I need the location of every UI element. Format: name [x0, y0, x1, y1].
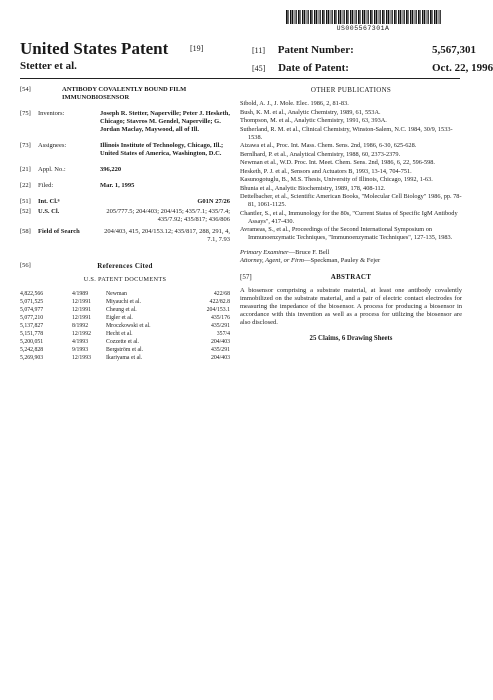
inventors-text: Joseph R. Stetter, Naperville; Peter J. Hesketh, Chicago; Stavros M. Gendel, Naperville; G. Jordan Maclay, Maywood, all of Ill. — [100, 110, 230, 133]
reference-date: 4/1993 — [72, 339, 89, 345]
reference-row — [20, 306, 230, 314]
examiner-block: Primary Examiner—Bruce F. Bell Attorney, Agent, or Firm—Speckman, Pauley & Fejer — [240, 249, 381, 264]
patent-number-label: Patent Number: — [277, 44, 354, 56]
inventor-line: Stetter et al. — [20, 60, 77, 72]
reference-author: Cozzette et al. — [106, 339, 139, 345]
reference-row — [20, 338, 230, 346]
reference-author: Cheung et al. — [106, 307, 137, 313]
left-column — [20, 86, 230, 362]
field-inventors: [75] Inventors: Joseph R. Stetter, Naperville; Peter J. Hesketh, Chicago; Stavros M. Gendel, Naperville; G. Jordan Maclay, Maywood, all of Ill. — [20, 110, 230, 133]
reference-row — [20, 330, 230, 338]
references-heading: References Cited — [97, 262, 153, 270]
header-rule — [20, 78, 460, 79]
publication-item: Chantler, S., et al., Immunology for the 80s, "Current Status of Specific IgM Antibody Assays", 417-430. — [240, 209, 458, 225]
invention-title: ANTIBODY COVALENTLY BOUND FILM IMMUNOBIOSENSOR — [62, 86, 187, 101]
abstract-section: [57] ABSTRACT A biosensor comprising a substrate material, at least one antibody covalently immobilized on the substrate material, and a pair of electric contact electrodes for measuring the impedance of the biosensor. A process for producing a biosensor in accordance with this invention as well as a process for utilizing the biosensor are also disclosed. 25 Claims, 6 Drawing Sheets — [240, 273, 462, 342]
reference-number: 5,071,525 — [20, 299, 44, 305]
primary-examiner: Bruce F. Bell — [295, 249, 330, 256]
reference-date: 12/1993 — [72, 355, 92, 361]
patent-number-code: [11] — [252, 46, 266, 55]
field-search: [58] Field of Search 204/403, 415, 204/153.12; 435/817, 288, 291, 4, 7.1, 7.93 — [20, 228, 230, 243]
patent-date: Oct. 22, 1996 — [432, 62, 493, 74]
publication-item: Avrameas, S., et al., Proceedings of the Second International Symposium on Immunoenzymatic Techniques, "Immunoenzymatic Techniques", 127-135, 1983. — [240, 226, 453, 241]
reference-row — [20, 314, 230, 322]
reference-class: 204/403 — [210, 339, 230, 345]
reference-class: 435/291 — [210, 323, 230, 329]
reference-row — [20, 346, 230, 354]
reference-class: 435/176 — [210, 315, 230, 321]
barcode-number: US005567301A — [336, 25, 390, 32]
publication-item: Sibold, A. J., J. Mole. Elec. 1986, 2, 81-83. — [240, 100, 349, 107]
publication-item: Thompson, M. et al., Analytic Chemistry, 1991, 63, 393A. — [240, 117, 387, 124]
reference-date: 12/1991 — [72, 299, 92, 305]
reference-number: 5,137,827 — [20, 323, 44, 329]
reference-author: Ikariyama et al. — [106, 355, 143, 361]
reference-number: 5,151,778 — [20, 331, 44, 337]
reference-date: 8/1992 — [72, 323, 89, 329]
references-section: [56] References Cited U.S. PATENT DOCUMENTS 4,822,566 4/1989 Newman 422/68 5,071,525 12/1991 Miyauchi et al. 422/82.8 5,074,977 12/1991 Cheung et al. 204/153.1 5,077,210 12/1991 Eigler et al. 435/176 5,137,827 8/1992 Mroczkowski et al. 435/291 5,151,778 12/1992 Hecht et al. 357/4 5,200,051 4/1993 Cozzette et al. 204/403 5,242,828 9/1993 Bergström et al. 435/291 5,269,903 12/1993 Ikariyama et al. 204/403 — [20, 262, 230, 361]
reference-row — [20, 354, 230, 362]
document-title: United States Patent — [20, 39, 169, 58]
reference-number: 5,074,977 — [20, 307, 44, 313]
field-appl-no: [21] Appl. No.: 396,220 — [20, 166, 122, 173]
abstract-heading: ABSTRACT — [330, 273, 372, 281]
reference-date: 12/1991 — [72, 307, 92, 313]
abstract-text: A biosensor comprising a substrate material, at least one antibody covalently immobilized on the substrate material, and a pair of electric contact electrodes for measuring the impedance of the biosensor. A process for producing a biosensor in accordance with this invention as well as a process for utilizing the biosensor are also disclosed. — [240, 287, 462, 326]
reference-class: 422/68 — [213, 291, 230, 297]
reference-class: 422/82.8 — [209, 299, 230, 305]
reference-class: 204/403 — [210, 355, 230, 361]
reference-date: 4/1989 — [72, 291, 89, 297]
us-patent-documents-heading: U.S. PATENT DOCUMENTS — [83, 276, 167, 283]
patent-number-row — [252, 44, 476, 56]
publication-item: Bush, K. M. et al., Analytic Chemistry, 1989, 61, 553A. — [240, 108, 381, 116]
field-us-cl: [52] U.S. Cl. 205/777.5; 204/403; 204/415; 435/7.1; 435/7.4; 435/7.92; 435/817; 436/806 — [20, 208, 230, 223]
assignees-text: Illinois Institute of Technology, Chicago, Ill.; United States of America, Washington, D.C. — [100, 142, 224, 157]
reference-author: Eigler et al. — [106, 315, 133, 321]
reference-row — [20, 290, 230, 298]
date-label: Date of Patent: — [278, 62, 349, 74]
reference-number: 5,077,210 — [20, 315, 44, 321]
publication-item: Bernlhard, P. et al., Analytical Chemistry, 1988, 60, 2373-2379. — [240, 150, 401, 158]
barcode — [286, 10, 440, 24]
right-column — [240, 86, 462, 343]
reference-author: Miyauchi et al. — [106, 299, 141, 305]
publication-item: Dettelbacher, et al., Scientific American Books, "Molecular Cell Biology" 1986, pp. 78-81, 1061-1125. — [240, 193, 462, 208]
reference-number: 5,269,903 — [20, 355, 44, 361]
field-int-cl: [51] Int. Cl.⁶ G01N 27/26 — [20, 198, 230, 205]
publication-item: Hesketh, P. J. et al., Sensors and Actuators B, 1993, 13-14, 704-751. — [240, 167, 412, 175]
publication-item: Kasunogotuglu, B., M.S. Thesis, University of Illinois, Chicago, 1992, 1-63. — [240, 176, 433, 183]
reference-number: 5,200,051 — [20, 339, 44, 345]
reference-author: Mroczkowski et al. — [106, 323, 151, 329]
reference-row — [20, 322, 230, 330]
publication-list — [240, 100, 462, 242]
reference-class: 435/291 — [210, 347, 230, 353]
reference-date: 9/1993 — [72, 347, 89, 353]
date-code: [45] — [252, 64, 266, 73]
reference-author: Bergström et al. — [106, 347, 144, 353]
reference-date: 12/1991 — [72, 315, 92, 321]
reference-author: Hecht et al. — [106, 331, 133, 337]
patent-number: 5,567,301 — [432, 44, 476, 56]
attorney: Speckman, Pauley & Fejer — [310, 257, 381, 264]
field-filed: [22] Filed: Mar. 1, 1995 — [20, 182, 135, 189]
reference-number: 5,242,828 — [20, 347, 44, 353]
claims-summary: 25 Claims, 6 Drawing Sheets — [309, 335, 393, 342]
reference-class: 357/4 — [216, 331, 230, 337]
patent-date-row — [252, 62, 493, 74]
publication-item: Aizawa et al., Proc. Int. Mass. Chem. Sens. 2nd, 1986, 6-30, 625-628. — [240, 142, 417, 149]
title-code: [19] — [190, 44, 204, 53]
reference-class: 204/153.1 — [206, 307, 230, 313]
reference-date: 12/1992 — [72, 331, 92, 337]
reference-number: 4,822,566 — [20, 291, 44, 297]
reference-row — [20, 298, 230, 306]
publication-item: Newman et al., W.D. Proc. Int. Meet. Chem. Sens. 2nd, 1986, 6, 22, 596-598. — [240, 159, 436, 166]
other-publications-heading: OTHER PUBLICATIONS — [310, 86, 392, 94]
reference-list — [20, 290, 230, 362]
publication-item: Sutherland, R. M. et al., Clinical Chemistry, Winston-Salem, N.C. 1984, 30/9, 1533-1538. — [240, 125, 453, 141]
field-title: [54] ANTIBODY COVALENTLY BOUND FILM IMMUNOBIOSENSOR — [20, 86, 230, 102]
reference-author: Newman — [106, 291, 127, 297]
publication-item: Bhunia et al., Analytic Biochemistry, 1989, 178, 408-112. — [240, 184, 386, 192]
field-assignees: [73] Assignees: Illinois Institute of Technology, Chicago, Ill.; United States of America, Washington, D.C. — [20, 142, 230, 158]
